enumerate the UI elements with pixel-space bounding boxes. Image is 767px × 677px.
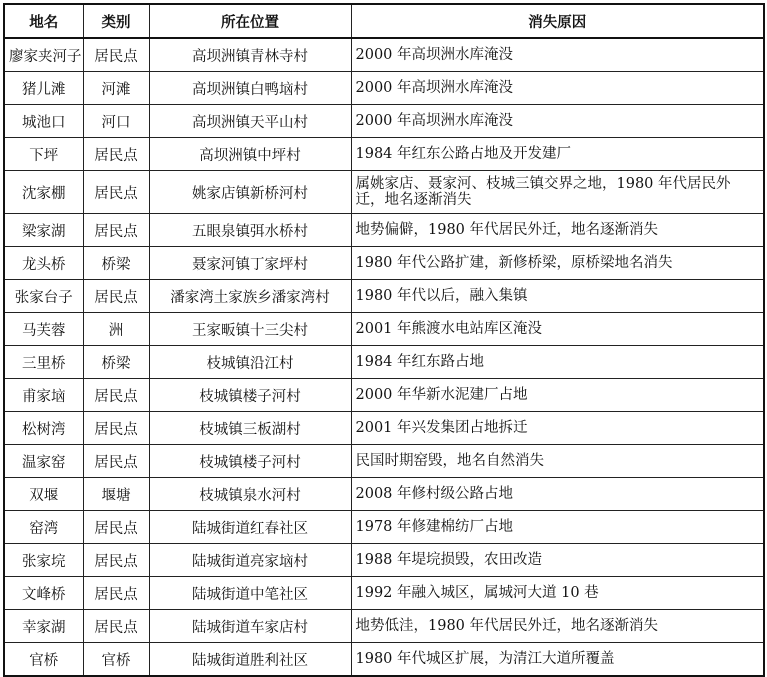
cell-category: 居民点 bbox=[83, 38, 149, 72]
cell-place-name: 温家窑 bbox=[4, 445, 83, 478]
table-row bbox=[4, 247, 764, 280]
cell-reason: 地势低洼，1980 年代居民外迁，地名逐渐消失 bbox=[351, 610, 764, 643]
cell-reason: 2000 年高坝洲水库淹没 bbox=[351, 72, 764, 105]
table-row bbox=[4, 478, 764, 511]
table-header-row bbox=[4, 4, 764, 38]
cell-location: 枝城镇楼子河村 bbox=[149, 445, 351, 478]
cell-reason: 1980 年代公路扩建，新修桥梁，原桥梁地名消失 bbox=[351, 247, 764, 280]
table-body bbox=[4, 38, 764, 676]
cell-place-name: 松树湾 bbox=[4, 412, 83, 445]
table-row bbox=[4, 412, 764, 445]
cell-location: 高坝洲镇中坪村 bbox=[149, 138, 351, 171]
table-row bbox=[4, 280, 764, 313]
table-row bbox=[4, 643, 764, 677]
table-row bbox=[4, 577, 764, 610]
table-row bbox=[4, 313, 764, 346]
cell-location: 姚家店镇新桥河村 bbox=[149, 171, 351, 214]
cell-place-name: 沈家棚 bbox=[4, 171, 83, 214]
table-row bbox=[4, 72, 764, 105]
table-row bbox=[4, 105, 764, 138]
cell-reason: 1984 年红东公路占地及开发建厂 bbox=[351, 138, 764, 171]
table-row bbox=[4, 511, 764, 544]
cell-category: 河滩 bbox=[83, 72, 149, 105]
cell-category: 居民点 bbox=[83, 610, 149, 643]
table-row bbox=[4, 544, 764, 577]
cell-category: 居民点 bbox=[83, 138, 149, 171]
cell-location: 高坝洲镇白鸭垴村 bbox=[149, 72, 351, 105]
cell-location: 枝城镇沿江村 bbox=[149, 346, 351, 379]
lost-place-names-table bbox=[3, 3, 765, 677]
cell-reason: 1980 年代以后，融入集镇 bbox=[351, 280, 764, 313]
cell-category: 堰塘 bbox=[83, 478, 149, 511]
cell-place-name: 廖家夹河子 bbox=[4, 38, 83, 72]
cell-place-name: 猪儿滩 bbox=[4, 72, 83, 105]
header-reason: 消失原因 bbox=[351, 4, 764, 38]
cell-reason: 1980 年代城区扩展，为清江大道所覆盖 bbox=[351, 643, 764, 677]
table-row bbox=[4, 171, 764, 214]
cell-place-name: 窑湾 bbox=[4, 511, 83, 544]
cell-reason: 地势偏僻，1980 年代居民外迁，地名逐渐消失 bbox=[351, 214, 764, 247]
cell-reason: 2000 年华新水泥建厂占地 bbox=[351, 379, 764, 412]
cell-location: 陆城街道胜利社区 bbox=[149, 643, 351, 677]
table-row bbox=[4, 138, 764, 171]
cell-category: 洲 bbox=[83, 313, 149, 346]
cell-reason: 2001 年兴发集团占地拆迁 bbox=[351, 412, 764, 445]
cell-location: 五眼泉镇弭水桥村 bbox=[149, 214, 351, 247]
cell-reason: 1984 年红东路占地 bbox=[351, 346, 764, 379]
cell-reason: 民国时期窑毁，地名自然消失 bbox=[351, 445, 764, 478]
cell-category: 居民点 bbox=[83, 412, 149, 445]
cell-place-name: 城池口 bbox=[4, 105, 83, 138]
cell-location: 陆城街道车家店村 bbox=[149, 610, 351, 643]
cell-reason: 1992 年融入城区，属城河大道 10 巷 bbox=[351, 577, 764, 610]
cell-location: 聂家河镇丁家坪村 bbox=[149, 247, 351, 280]
cell-place-name: 三里桥 bbox=[4, 346, 83, 379]
cell-place-name: 马芙蓉 bbox=[4, 313, 83, 346]
cell-category: 官桥 bbox=[83, 643, 149, 677]
cell-reason: 2000 年高坝洲水库淹没 bbox=[351, 38, 764, 72]
table-row bbox=[4, 445, 764, 478]
cell-category: 居民点 bbox=[83, 544, 149, 577]
cell-location: 枝城镇楼子河村 bbox=[149, 379, 351, 412]
cell-category: 居民点 bbox=[83, 214, 149, 247]
cell-location: 陆城街道中笔社区 bbox=[149, 577, 351, 610]
cell-category: 居民点 bbox=[83, 511, 149, 544]
cell-location: 陆城街道红春社区 bbox=[149, 511, 351, 544]
cell-location: 枝城镇泉水河村 bbox=[149, 478, 351, 511]
cell-place-name: 双堰 bbox=[4, 478, 83, 511]
cell-location: 王家畈镇十三尖村 bbox=[149, 313, 351, 346]
cell-location: 枝城镇三板湖村 bbox=[149, 412, 351, 445]
cell-category: 桥梁 bbox=[83, 346, 149, 379]
table-row bbox=[4, 610, 764, 643]
cell-place-name: 文峰桥 bbox=[4, 577, 83, 610]
cell-place-name: 张家垸 bbox=[4, 544, 83, 577]
cell-reason: 2000 年高坝洲水库淹没 bbox=[351, 105, 764, 138]
cell-category: 居民点 bbox=[83, 577, 149, 610]
cell-reason: 2008 年修村级公路占地 bbox=[351, 478, 764, 511]
cell-place-name: 张家台子 bbox=[4, 280, 83, 313]
cell-category: 桥梁 bbox=[83, 247, 149, 280]
cell-location: 高坝洲镇青林寺村 bbox=[149, 38, 351, 72]
cell-place-name: 官桥 bbox=[4, 643, 83, 677]
cell-place-name: 甫家垴 bbox=[4, 379, 83, 412]
table-row bbox=[4, 379, 764, 412]
cell-reason: 属姚家店、聂家河、枝城三镇交界之地，1980 年代居民外迁，地名逐渐消失 bbox=[351, 171, 764, 214]
header-location: 所在位置 bbox=[149, 4, 351, 38]
cell-category: 居民点 bbox=[83, 171, 149, 214]
cell-location: 潘家湾土家族乡潘家湾村 bbox=[149, 280, 351, 313]
cell-location: 陆城街道亮家垴村 bbox=[149, 544, 351, 577]
cell-reason: 2001 年熊渡水电站库区淹没 bbox=[351, 313, 764, 346]
header-name: 地名 bbox=[4, 4, 83, 38]
cell-reason: 1978 年修建棉纺厂占地 bbox=[351, 511, 764, 544]
cell-category: 居民点 bbox=[83, 445, 149, 478]
table-row bbox=[4, 346, 764, 379]
cell-location: 高坝洲镇天平山村 bbox=[149, 105, 351, 138]
cell-place-name: 幸家湖 bbox=[4, 610, 83, 643]
table-row bbox=[4, 38, 764, 72]
cell-category: 居民点 bbox=[83, 280, 149, 313]
header-category: 类别 bbox=[83, 4, 149, 38]
table-row bbox=[4, 214, 764, 247]
cell-category: 河口 bbox=[83, 105, 149, 138]
cell-reason: 1988 年堤垸损毁，农田改造 bbox=[351, 544, 764, 577]
cell-category: 居民点 bbox=[83, 379, 149, 412]
cell-place-name: 下坪 bbox=[4, 138, 83, 171]
cell-place-name: 梁家湖 bbox=[4, 214, 83, 247]
cell-place-name: 龙头桥 bbox=[4, 247, 83, 280]
